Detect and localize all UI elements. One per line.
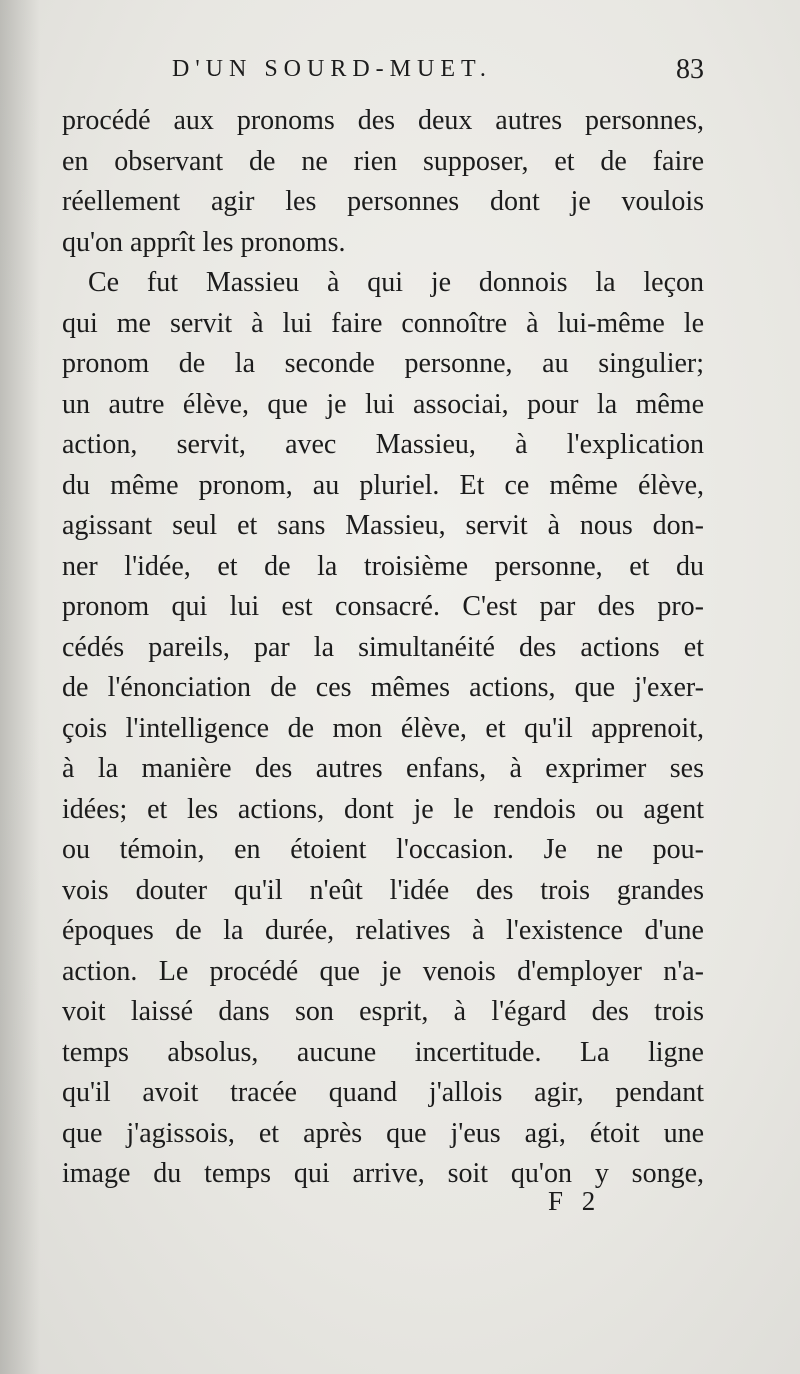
body-text (62, 101, 704, 1195)
text-line: cédés pareils, par la simultanéité des actions et (62, 631, 704, 663)
spine-shadow (0, 0, 40, 1374)
text-line: temps absolus, aucune incertitude. La ligne (62, 1036, 704, 1068)
text-line: agissant seul et sans Massieu, servit à nous don- (62, 510, 704, 541)
running-title: D'UN SOURD-MUET. (172, 56, 492, 82)
text-line: qui me servit à lui faire connoître à lui-même le (62, 307, 704, 339)
text-line: en observant de ne rien supposer, et de faire (62, 145, 704, 177)
text-line-paragraph-start: Ce fut Massieu à qui je donnois la leçon (88, 267, 704, 298)
text-line: procédé aux pronoms des deux autres personnes, (62, 105, 704, 136)
text-line: voit laissé dans son esprit, à l'égard des trois (62, 996, 704, 1027)
text-line: image du temps qui arrive, soit qu'on y songe, (62, 1158, 704, 1189)
text-line: pronom qui lui est consacré. C'est par des pro- (62, 591, 704, 622)
text-line: action. Le procédé que je venois d'employer n'a- (62, 955, 704, 987)
text-line: idées; et les actions, dont je le rendois ou agent (62, 793, 704, 825)
text-line: ner l'idée, et de la troisième personne, et du (62, 550, 704, 582)
running-head (60, 56, 708, 92)
text-line: ou témoin, en étoient l'occasion. Je ne pou- (62, 834, 704, 865)
text-line: de l'énonciation de ces mêmes actions, que j'exer- (62, 672, 704, 703)
text-line: çois l'intelligence de mon élève, et qu'il apprenoit, (62, 712, 704, 744)
text-line: réellement agir les personnes dont je voulois (62, 186, 704, 217)
text-line: époques de la durée, relatives à l'existence d'une (62, 915, 704, 946)
text-line: action, servit, avec Massieu, à l'explication (62, 429, 704, 460)
text-line: du même pronom, au pluriel. Et ce même élève, (62, 469, 704, 501)
text-line: vois douter qu'il n'eût l'idée des trois grandes (62, 874, 704, 906)
text-line: que j'agissois, et après que j'eus agi, étoit une (62, 1117, 704, 1149)
text-line: qu'on apprît les pronoms. (62, 226, 346, 258)
text-line: un autre élève, que je lui associai, pour la même (62, 388, 704, 420)
text-line: pronom de la seconde personne, au singulier; (62, 348, 704, 379)
text-line: à la manière des autres enfans, à exprimer ses (62, 753, 704, 784)
page-number: 83 (676, 54, 704, 85)
text-line: qu'il avoit tracée quand j'allois agir, pendant (62, 1077, 704, 1108)
signature-mark: F 2 (548, 1186, 602, 1216)
